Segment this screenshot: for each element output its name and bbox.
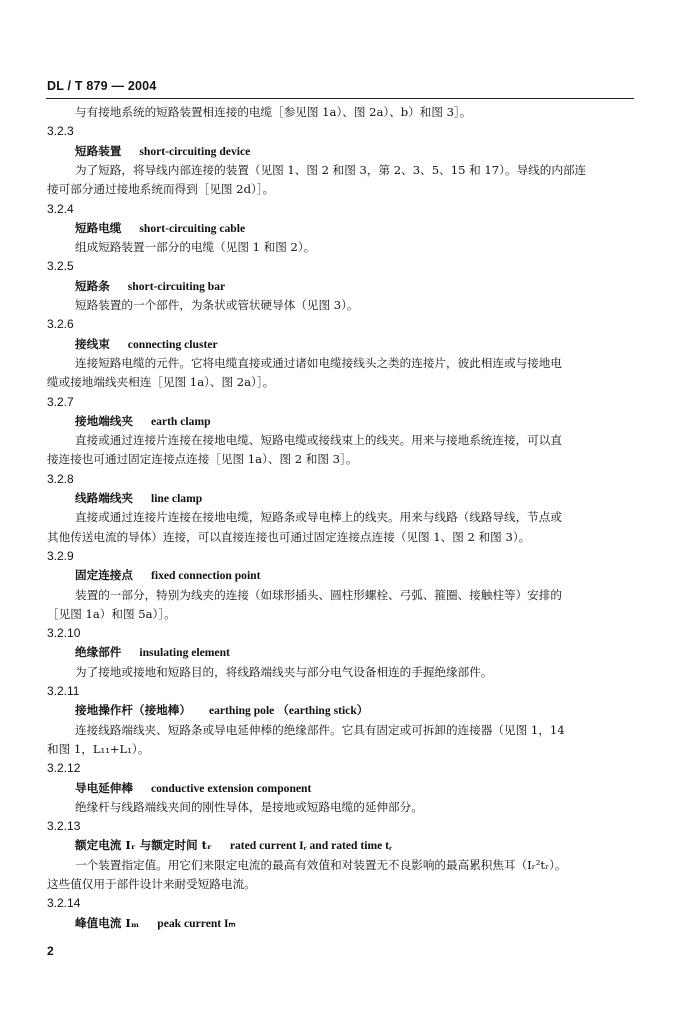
- paragraph-line: 接连接也可通过固定连接点连接［见图 1a）、图 2 和图 3］。: [47, 452, 358, 467]
- paragraph-line: 其他传送电流的导体）连接，可以直接连接也可通过固定连接点连接（见图 1、图 2 和图 3）。: [47, 529, 531, 544]
- term-heading: [75, 702, 368, 719]
- paragraph-line: 绝缘杆与线路端线夹间的刚性导体，是接地或短路电缆的延伸部分。: [75, 799, 423, 814]
- term-en: insulating element: [139, 646, 230, 660]
- term-en: conductive extension component: [150, 781, 312, 795]
- term-zh: 短路电缆: [75, 220, 122, 235]
- paragraph-line: 为了短路，将导线内部连接的装置（见图 1、图 2 和图 3，第 2、3、5、15 和 17）。导线的内部连: [75, 162, 587, 177]
- term-heading: [75, 915, 236, 932]
- clause-number: 3.2.8: [47, 471, 74, 486]
- paragraph-line: 这些值仅用于部件设计来耐受短路电流。: [47, 877, 256, 891]
- paragraph-line: 为了接地或接地和短路目的，将线路端线夹与部分电气设备相连的手握绝缘部件。: [75, 664, 493, 679]
- header-rule: [46, 98, 634, 99]
- term-zh: 短路装置: [75, 143, 122, 158]
- clause-number: 3.2.13: [47, 819, 81, 834]
- term-en: earth clamp: [150, 414, 211, 428]
- clause-number: 3.2.7: [47, 394, 74, 409]
- paragraph-line: 组成短路装置一部分的电缆（见图 1 和图 2）。: [75, 240, 316, 255]
- term-en: rated current Iᵣ and rated time tᵣ: [229, 839, 392, 853]
- paragraph-line: 连接短路电缆的元件。它将电缆直接或通过诸如电缆接线头之类的连接片，彼此相连或与接地电: [75, 355, 562, 370]
- term-heading: [75, 413, 211, 430]
- term-heading: [75, 220, 245, 237]
- paragraph-line: 短路装置的一个部件，为条状或管状硬导体（见图 3）。: [75, 298, 359, 312]
- clause-number: 3.2.10: [47, 626, 81, 641]
- term-heading: [75, 837, 392, 854]
- clause-number: 3.2.6: [47, 317, 74, 332]
- paragraph-line: 连接线路端线夹、短路条或导电延伸棒的绝缘部件。它具有固定或可拆卸的连接器（见图 1，14: [75, 722, 565, 737]
- term-heading: [75, 336, 218, 353]
- term-zh: 峰值电流 Iₘ: [75, 915, 140, 930]
- term-zh: 接地操作杆（接地棒）: [75, 703, 191, 718]
- page-number: 2: [47, 944, 54, 958]
- paragraph-line: 直接或通过连接片连接在接地电缆、短路电缆或接线束上的线夹。用来与接地系统连接，可以直: [75, 433, 562, 448]
- clause-number: 3.2.3: [47, 124, 74, 139]
- term-heading: [75, 780, 311, 797]
- term-zh: 绝缘部件: [75, 645, 122, 660]
- term-zh: 接线束: [75, 336, 110, 351]
- term-zh: 固定连接点: [75, 568, 133, 583]
- term-heading: [75, 644, 230, 661]
- term-zh: 线路端线夹: [75, 491, 133, 505]
- paragraph-line: 直接或通过连接片连接在接地电缆，短路条或导电棒上的线夹。用来与线路（线路导线，节点或: [75, 510, 562, 525]
- paragraph-line: 与有接地系统的短路装置相连接的电缆［参见图 1a）、图 2a）、b）和图 3］。: [75, 105, 472, 119]
- term-en: earthing pole （earthing stick）: [208, 704, 369, 718]
- clause-number: 3.2.11: [47, 684, 80, 698]
- term-en: short-circuiting device: [139, 144, 251, 158]
- clause-number: 3.2.5: [47, 259, 74, 274]
- paragraph-line: 和图 1，L₁₁+L₁）。: [47, 741, 150, 756]
- paragraph-line: 装置的一部分，特别为线夹的连接（如球形插头、圆柱形螺栓、弓弧、箍圈、接触柱等）安排的: [75, 587, 562, 602]
- term-en: short-circuiting bar: [127, 279, 226, 293]
- paragraph-line: 接可部分通过接地系统而得到［见图 2d）］。: [47, 182, 275, 197]
- term-en: fixed connection point: [150, 569, 261, 583]
- term-en: peak current Iₘ: [157, 916, 236, 930]
- paragraph-line: 缆或接地端线夹相连［见图 1a）、图 2a）］。: [47, 375, 275, 390]
- term-en: short-circuiting cable: [139, 221, 246, 235]
- term-heading: [75, 567, 261, 584]
- term-en: line clamp: [150, 492, 203, 505]
- clause-number: 3.2.14: [47, 896, 81, 911]
- term-zh: 短路条: [75, 278, 110, 293]
- term-heading: [75, 490, 202, 507]
- term-en: connecting cluster: [127, 337, 218, 351]
- term-zh: 导电延伸棒: [75, 780, 133, 795]
- clause-number: 3.2.12: [47, 761, 81, 776]
- term-heading: [75, 278, 225, 295]
- standard-header: DL / T 879 — 2004: [47, 79, 157, 93]
- paragraph-line: 一个装置指定值。用它们来限定电流的最高有效值和对装置无不良影响的最高累积焦耳（Iᵣ²tᵣ）。: [75, 857, 567, 872]
- term-heading: [75, 143, 250, 160]
- paragraph-line: ［见图 1a）和图 5a）］。: [47, 606, 176, 621]
- term-zh: 接地端线夹: [75, 413, 133, 428]
- clause-number: 3.2.9: [47, 548, 74, 563]
- clause-number: 3.2.4: [47, 201, 74, 216]
- term-zh: 额定电流 Iᵣ 与额定时间 tᵣ: [75, 838, 212, 853]
